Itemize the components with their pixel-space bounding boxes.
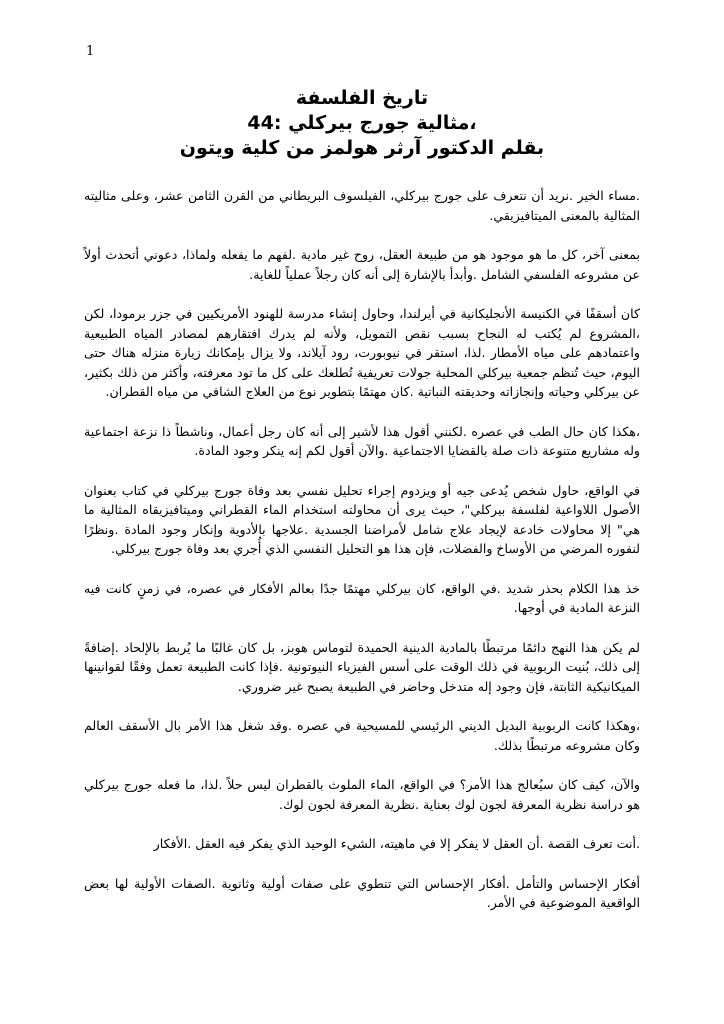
paragraph-3: كان أسقفًا في الكنيسة الأنجليكانية في أيرلندا، وحاول إنشاء مدرسة للهنود الأمريكيين في جزر برمودا، لكن ،المشروع لم يُكتب له النجاح بسبب نقص التمويل، ولأنه لم يدرك افتقارهم لمصادر المياه الطبيعية واعتمادهم على مياه الأمطار .لذا، استقر في نيوبورت، رود آيلاند، ولا يزال بإمكانك زيارة منزله هناك حتى اليوم، حيث تُنظم جمعية بيركلي المحلية جولات تعريفية تُطلعك على كل ما تود معرفته، وأكثر من ذلك بكثير، عن بيركلي وحياته وإنجازاته وحديقته النباتية .كان مهتمًا بتطوير نوع من العلاج الشافي من مياه القطران. [84, 306, 640, 399]
paragraph-11: أفكار الإحساس والتأمل .أفكار الإحساس التي تنطوي على صفات أولية وثانوية .الصفات الأولية لها بعض الواقعية الموضوعية في الأمر. [84, 875, 640, 910]
paragraph-10: .أنت تعرف القصة .أن العقل لا يفكر إلا في ماهيته، الشيء الوحيد الذي يفكر فيه العقل .الأفكار [153, 836, 640, 851]
paragraph-5: في الواقع، حاول شخص يُدعى جيه أو ويزدوم إجراء تحليل نفسي بعد وفاة جورج بيركلي في كتاب بعنوان الأصول اللاواعية لفلسفة بيركلي"، حيث يرى أن محاولته استخدام الماء القطراني وميتافيزيقاه المثالية ما هي" إلا محاولات خادعة لإيجاد علاج شامل لأمراضنا الجسدية .علاجها بالأدوية وإنكار وجود المادة .ونظرًا لنفوره المرضي من الأوساخ والفضلات، فإن هذا هو التحليل النفسي الذي أُجري بعد وفاة جورج بيركلي. [84, 482, 640, 556]
title-line-1: تاريخ الفلسفة [295, 87, 429, 109]
paragraph-1: .مساء الخير .نريد أن نتعرف على جورج بيركلي، الفيلسوف البريطاني من القرن الثامن عشر، وعلى مثاليته المثالية بالمعنى الميتافيزيقي. [84, 188, 640, 223]
document-body [84, 186, 640, 933]
paragraph-2: بمعنى آخر، كل ما هو موجود هو من طبيعة العقل، روح غير مادية .لفهم ما يفعله ولماذا، دعوني أتحدث أولاً عن مشروعه الفلسفي الشامل .وأبدأ بالإشارة إلى أنه كان رجلاً عملياً للغاية. [84, 247, 640, 282]
paragraph-8: ،وهكذا كانت الربوبية البديل الديني الرئيسي للمسيحية في عصره .وقد شغل هذا الأمر بال الأسقف العالم وكان مشروعه مرتبطًا بذلك. [84, 718, 640, 753]
paragraph-4: ،هكذا كان حال الطب في عصره .لكنني أقول هذا لأشير إلى أنه كان رجل أعمال، وناشطاً ذا نزعة اجتماعية وله مشاريع متنوعة ذات صلة بالقضايا الاجتماعية .والآن أقول لكم إنه ينكر وجود المادة. [84, 423, 640, 458]
title-line-2: ،مثالية جورج بيركلي :44 [247, 112, 477, 134]
paragraph-6: خذ هذا الكلام بحذر شديد .في الواقع، كان بيركلي مهتمًا جدًا بعالم الأفكار في عصره، في زمنٍ كانت فيه النزعة المادية في أوجها. [84, 580, 640, 615]
page-number: 1 [86, 44, 95, 59]
paragraph-7: لم يكن هذا النهج دائمًا مرتبطًا بالمادية الدينية الحميدة لتوماس هوبز، بل كان غالبًا ما يُربط بالإلحاد .إضافةً إلى ذلك، بُنيت الربوبية في ذلك الوقت على أسس الفيزياء النيوتونية .فإذا كانت الطبيعة تعمل وفقًا لقوانينها الميكانيكية الثابتة، فإن وجود إله متدخل وحاضر في الطبيعة يصبح غير ضروري. [84, 639, 640, 694]
document-title [86, 86, 638, 161]
paragraph-9: والآن، كيف كان سيُعالج هذا الأمر؟ في الواقع، الماء الملوث بالقطران ليس حلاً .لذا، ما فعله جورج بيركلي هو دراسة نظرية المعرفة لجون لوك بعناية .نظرية المعرفة لجون لوك. [84, 777, 640, 812]
title-line-3: بقلم الدكتور آرثر هولمز من كلية ويتون [179, 137, 545, 159]
